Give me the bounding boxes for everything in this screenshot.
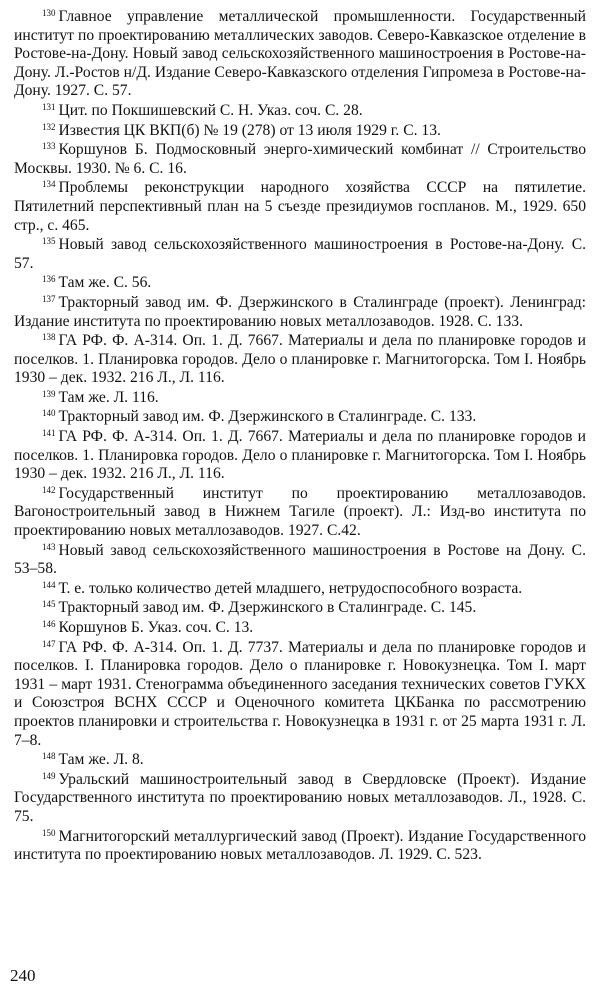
footnote-text: Новый завод сельскохозяйственного машиностроения в Ростове на Дону. С. 53–58. [14, 541, 586, 578]
footnote [14, 179, 586, 235]
footnote-number: 136 [42, 274, 56, 285]
footnote-number: 150 [42, 827, 56, 838]
footnote-text: Тракторный завод им. Ф. Дзержинского в Сталинграде (проект). Ленинград: Издание института по проектированию новых металлозаводов. 1928. С. 133. [14, 293, 586, 330]
footnote-text: ГА РФ. Ф. А-314. Оп. 1. Д. 7667. Материалы и дела по планировке городов и поселков. 1. Планировка городов. Дело о планировке г. Магнитогорска. Том I. Ноябрь 1930 – дек. 1932. 216 Л., Л. 116. [14, 428, 586, 483]
footnote-text: ГА РФ. Ф. А-314. Оп. 1. Д. 7667. Материалы и дела по планировке городов и поселков. 1. Планировка городов. Дело о планировке г. Магнитогорска. Том I. Ноябрь 1930 – дек. 1932. 216 Л., Л. 116. [14, 332, 586, 387]
footnote-text: Там же. С. 56. [58, 274, 152, 292]
footnote-text: Тракторный завод им. Ф. Дзержинского в Сталинграде. С. 145. [58, 599, 477, 617]
footnote [14, 485, 586, 541]
footnote-text: Т. е. только количество детей младшего, нетрудоспособного возраста. [58, 579, 523, 597]
footnote [14, 580, 586, 599]
footnote-text: Главное управление металлической промышленности. Государственный институт по проектированию металлических заводов. Северо-Кавказское отделение в Ростове-на-Дону. Новый завод сельскохозяйственного машиностроения в Ростове-на-Дону. Л.-Ростов н/Д. Издание Северо-Кавказского отделения Гипромеза в Ростове-на-Дону. 1927. С. 57. [14, 8, 586, 100]
footnote-text: Известия ЦК ВКП(б) № 19 (278) от 13 июля 1929 г. С. 13. [58, 121, 441, 139]
footnote [14, 428, 586, 484]
footnote-text: ГА РФ. Ф. А-314. Оп. 1. Д. 7737. Материалы и дела по планировке городов и поселков. I. Планировка городов. Дело о планировке г. Новокузнецка. Том I. март 1931 – март 1931. Стенограмма объединенного заседания технических советов ГУКХ и Союзстроя ВСНХ СССР и Оценочного комитета ЦКБанка по рассмотрению проектов планировки и строительства г. Новокузнецка в 1931 г. от 25 марта 1931 г. Л. 7–8. [14, 638, 586, 749]
footnote-text: Уральский машиностроительный завод в Свердловске (Проект). Издание Государственного института по проектированию новых металлозаводов. Л., 1928. С. 75. [14, 770, 586, 825]
footnote-number: 141 [42, 428, 56, 439]
footnote-text: Государственный институт по проектированию металлозаводов. Вагоностроительный завод в Нижнем Тагиле (проект). Л.: Изд-во института по проектированию новых металлозаводов. 1927. С.42. [14, 484, 586, 540]
footnote-number: 132 [42, 121, 56, 132]
footnote-number: 137 [42, 293, 56, 304]
footnote [14, 294, 586, 331]
footnote-text: Цит. по Покшишевский С. Н. Указ. соч. С. 28. [58, 101, 363, 119]
footnote-number: 148 [42, 751, 56, 762]
footnote [14, 8, 586, 101]
footnote [14, 771, 586, 827]
footnote [14, 102, 586, 121]
footnote [14, 828, 586, 865]
footnote-number: 143 [42, 541, 56, 552]
page-number: 240 [10, 966, 36, 985]
footnote [14, 639, 586, 751]
footnote-number: 147 [42, 638, 56, 649]
footnote-text: Магнитогорский металлургический завод (Проект). Издание Государственного института по проектированию новых металлозаводов. Л. 1929. С. 523. [14, 827, 586, 864]
footnote-text: Там же. Л. 116. [58, 388, 159, 406]
footnote-number: 142 [42, 484, 56, 495]
footnote-text: Тракторный завод им. Ф. Дзержинского в Сталинграде. С. 133. [58, 408, 477, 426]
footnote-number: 146 [42, 619, 56, 629]
footnote [14, 619, 586, 638]
footnote-number: 139 [42, 388, 56, 399]
footnote [14, 389, 586, 408]
footnote [14, 332, 586, 388]
footnote [14, 751, 586, 770]
footnote [14, 542, 586, 579]
footnote [14, 236, 586, 273]
footnote [14, 141, 586, 178]
footnote [14, 408, 586, 427]
footnote-number: 140 [42, 408, 56, 419]
footnote [14, 122, 586, 141]
footnote-number: 131 [42, 101, 56, 112]
footnote-number: 134 [42, 179, 56, 190]
footnote [14, 599, 586, 618]
footnote-number: 145 [42, 599, 56, 610]
footnote-number: 149 [42, 770, 56, 781]
footnote-number: 130 [42, 8, 56, 18]
footnote [14, 274, 586, 293]
footnote-text: Новый завод сельскохозяйственного машиностроения в Ростове-на-Дону. С. 57. [14, 236, 586, 272]
footnote-text: Коршунов Б. Подмосковный энерго-химический комбинат // Строительство Москвы. 1930. № 6. С. 16. [14, 141, 586, 177]
footnote-text: Проблемы реконструкции народного хозяйства СССР на пятилетие. Пятилетний перспективный план на 5 съезде президиумов госпланов. М., 1929. 650 стр., с. 465. [14, 179, 586, 234]
footnote-text: Там же. Л. 8. [58, 751, 144, 769]
footnote-text: Коршунов Б. Указ. соч. С. 13. [58, 619, 254, 636]
endnotes-list [14, 8, 586, 866]
footnote-number: 133 [42, 141, 56, 152]
footnote-number: 135 [42, 236, 56, 247]
footnote-number: 138 [42, 332, 56, 343]
footnote-number: 144 [42, 579, 56, 590]
